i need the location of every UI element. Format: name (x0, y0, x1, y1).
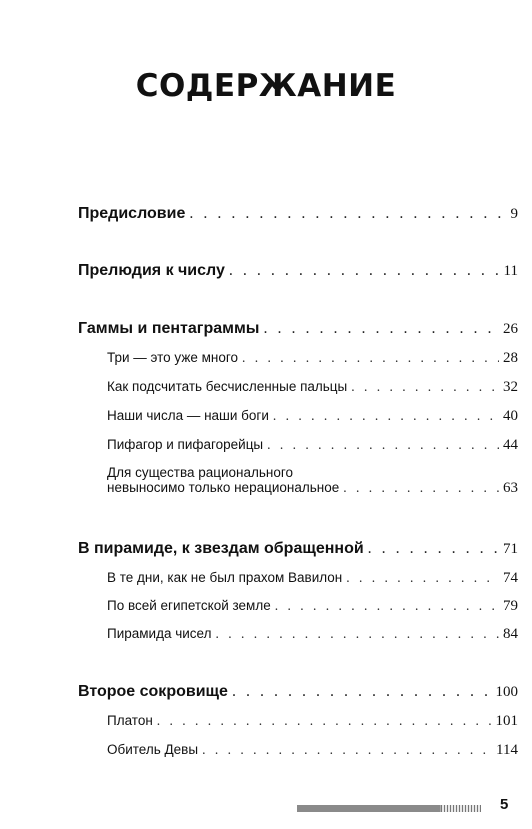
toc-entry-page: 9 (510, 206, 518, 222)
dot-leader (263, 320, 499, 338)
toc-entry-page: 26 (503, 321, 518, 337)
toc-subentry[interactable] (107, 465, 518, 497)
dot-leader (157, 713, 492, 729)
toc-subentry-page: 74 (503, 570, 518, 586)
footer-bar-stripe (441, 805, 481, 812)
toc-subentry-label: Наши числа — наши боги (107, 408, 269, 423)
dot-leader (189, 205, 506, 223)
page-number: 5 (500, 796, 509, 813)
toc-entry-preface[interactable] (78, 205, 518, 223)
toc-entry-prelude[interactable] (78, 262, 518, 280)
toc-subentry-page: 79 (503, 598, 518, 614)
dot-leader (232, 683, 492, 701)
dot-leader (242, 350, 499, 366)
toc-subentry[interactable] (107, 598, 518, 615)
toc-subentry[interactable] (107, 350, 518, 367)
dot-leader (346, 570, 499, 586)
toc-subentry[interactable] (107, 437, 518, 454)
toc-entry-treasure[interactable] (78, 683, 518, 701)
toc-entry-page: 71 (503, 541, 518, 557)
toc-subentry-label: Три — это уже много (107, 350, 238, 365)
toc-subentry-label: По всей египетской земле (107, 598, 271, 613)
dot-leader (368, 540, 499, 558)
toc-subentry-page: 63 (503, 480, 518, 496)
dot-leader (202, 742, 492, 758)
toc-subentry-page: 32 (503, 379, 518, 395)
toc-entry-page: 11 (503, 263, 518, 279)
toc-subentry-label: Как подсчитать бесчисленные пальцы (107, 379, 348, 394)
dot-leader (229, 262, 500, 280)
toc-subentry[interactable] (107, 379, 518, 396)
toc-entry-label: Прелюдия к числу (78, 262, 225, 279)
toc-entry-label: Предисловие (78, 205, 186, 222)
toc-subentry-page: 40 (503, 408, 518, 424)
toc-entry-label: В пирамиде, к звездам обращенной (78, 540, 364, 557)
toc-subentry-page: 84 (503, 626, 518, 642)
toc-subentry[interactable] (107, 626, 518, 643)
footer-decorative-bar (297, 805, 481, 812)
toc-subentry-page: 114 (496, 742, 518, 758)
toc-subentry-page: 101 (495, 713, 518, 729)
page-title: СОДЕРЖАНИЕ (135, 68, 397, 104)
toc-entry-label: Второе сокровище (78, 683, 228, 700)
toc-subentry-label: Пифагор и пифагорейцы (107, 437, 264, 452)
dot-leader (267, 437, 499, 453)
toc-subentry[interactable] (107, 742, 518, 759)
toc-subentry[interactable] (107, 408, 518, 425)
toc-subentry-page: 28 (503, 350, 518, 366)
toc-subentry[interactable] (107, 713, 518, 730)
toc-entry-pyramid[interactable] (78, 540, 518, 558)
dot-leader (343, 480, 499, 496)
toc-subentry-label: В те дни, как не был прахом Вавилон (107, 570, 343, 585)
toc-subentry-label: Платон (107, 713, 153, 728)
toc-subentry-label-line2: невыносимо только нерациональное (107, 480, 340, 495)
dot-leader (351, 379, 499, 395)
toc-subentry-label: Обитель Девы (107, 742, 199, 757)
dot-leader (275, 598, 499, 614)
toc-entry-label: Гаммы и пентаграммы (78, 320, 260, 337)
toc-entry-scales[interactable] (78, 320, 518, 338)
dot-leader (215, 626, 499, 642)
dot-leader (273, 408, 499, 424)
toc-subentry[interactable] (107, 570, 518, 587)
toc-entry-page: 100 (495, 684, 518, 700)
toc-subentry-label: Пирамида чисел (107, 626, 212, 641)
toc-subentry-label-line1: Для существа рационального (107, 465, 294, 480)
toc-subentry-page: 44 (503, 437, 518, 453)
